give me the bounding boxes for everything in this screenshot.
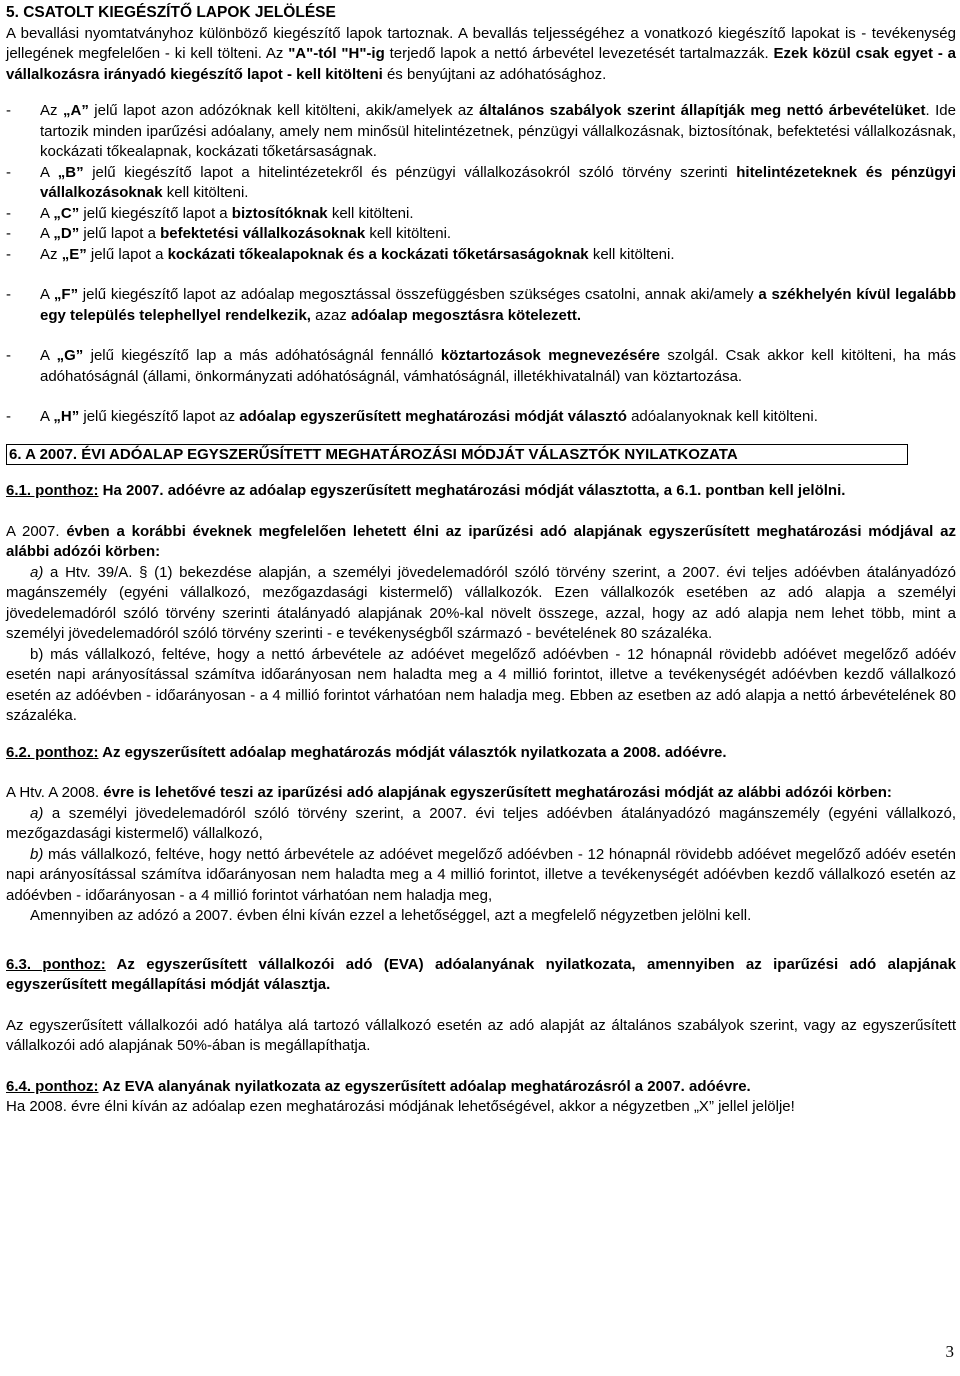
- list-text: a Htv. 39/A. § (1) bekezdése alapján, a személyi jövedelemadóról szóló törvény szerint, a 2007. évi teljes adóévben átalányadózó magánszemély (egyéni vállalkozó, mezőgazdasági kistermelő) vállalkozók. Ezen vállalkozók esetében az adó alapja a személyi jövedelemadóról szóló törvény szerinti átalányadó alapjának 20%-kal növelt összege, azzal, hogy az adó alapja nem lehet több, mint a személyi jövedelemadóról szóló törvény szerinti - e tevékenységből származó - bevételének 80 százaléka.: [6, 563, 956, 642]
- intro-text: és benyújtani az adóhatósághoz.: [382, 65, 607, 83]
- intro-text: A bevallási nyomtatványhoz különböző kiegészítő lapok tartoznak. A bevallás teljességéhez a vonatkozó kiegészítő lapokat is - tevékenység jellegének megfelelően - ki kell tölteni. Az: [6, 24, 956, 62]
- item-text: A: [40, 347, 57, 364]
- point-6-2-a: [6, 804, 956, 845]
- item-sheet-c: [6, 204, 956, 225]
- point-6-3-body: Az egyszerűsített vállalkozói adó hatálya alá tartozó vállalkozó esetén az adó alapját az általános szabályok szerint, vagy az egyszerűsített vállalkozói adó alapjának 50%-ában is megállapíthatja.: [6, 1016, 956, 1054]
- point-6-4-body: Ha 2008. évre élni kíván az adóalap ezen meghatározási módjának lehetőségével, akkor a négyzetben „X” jellel jelölje!: [6, 1098, 795, 1115]
- scope-emphasis: évre is lehetővé teszi az iparűzési adó alapjának egyszerűsített meghatározási módját az alábbi adózói körben:: [103, 784, 892, 801]
- point-6-2-scope: [6, 783, 956, 804]
- item-text: A: [40, 286, 54, 303]
- bullet-dash: -: [6, 225, 11, 242]
- item-text: A: [40, 163, 58, 181]
- point-text: Az egyszerűsített adóalap meghatározás módját választók nyilatkozata a 2008. adóévre.: [98, 743, 727, 761]
- section-6-title: 6. A 2007. ÉVI ADÓALAP EGYSZERŰSÍTETT MEGHATÁROZÁSI MÓDJÁT VÁLASZTÓK NYILATKOZATA: [6, 444, 908, 465]
- sheet-letter: „A”: [62, 102, 89, 119]
- bullet-dash: -: [6, 163, 11, 181]
- sheet-letter: „H”: [53, 408, 80, 425]
- sheet-letter: „D”: [53, 225, 80, 242]
- item-text: kell kitölteni.: [162, 184, 249, 201]
- bullet-dash: -: [6, 204, 11, 222]
- list-text: a személyi jövedelemadóról szóló törvény szerint, a 2007. évi teljes adóévben átalányadózó magánszemély (egyéni vállalkozó, mezőgazdasági kistermelő) vállalkozó,: [6, 804, 956, 842]
- sheet-letter: „E”: [61, 245, 87, 263]
- point-text: Az egyszerűsített vállalkozói adó (EVA) adóalanyának nyilatkozata, amennyiben az iparűzési adó alapjának egyszerűsített megállapítási módját választja.: [6, 955, 956, 993]
- item-text: jelű kiegészítő lapot az adóalap megosztással összefüggésben szükséges csatolni, annak aki/amely: [78, 286, 759, 303]
- sheet-letter: „C”: [53, 204, 80, 222]
- point-ref: 6.3. ponthoz:: [6, 955, 106, 973]
- item-text: Az: [40, 245, 62, 263]
- list-text: más vállalkozó, feltéve, hogy nettó árbevétele az adóévet megelőző adóévben - 12 hónapnál rövidebb adóévet megelőző adóév esetén napi arányosítással számítva időarányosan nem haladta meg a 4 millió forintot, illetve a tevékenységét adóévben kezdő vállalkozó esetén az adóévben - időarányosan - a 4 millió forintot várhatóan nem haladja meg,: [6, 845, 956, 904]
- intro-emphasis: Ezek közül csak egyet - a vállalkozásra irányadó kiegészítő lapot - kell kitölteni: [6, 45, 956, 83]
- item-text: jelű lapot a: [79, 225, 161, 242]
- item-sheet-e: [6, 245, 956, 266]
- item-text: Az: [40, 102, 63, 119]
- item-text: kell kitölteni.: [327, 204, 414, 222]
- bullet-dash: -: [6, 245, 11, 263]
- item-text: jelű kiegészítő lapot a hitelintézetekről és pénzügyi vállalkozásokról szóló törvény szerinti: [83, 163, 737, 181]
- list-label: a): [30, 563, 44, 581]
- item-text: A: [40, 225, 54, 242]
- item-text: azaz: [310, 306, 351, 324]
- item-text: szolgál. Csak akkor kell kitölteni, ha más adóhatóságnál (állami, önkormányzati adóhatóságnál, vámhatóságnál, illetékhivatalnál) van köztartozása.: [40, 347, 956, 385]
- bullet-dash: -: [6, 408, 11, 425]
- section-5-intro: [6, 24, 956, 86]
- item-text: A: [40, 204, 54, 222]
- point-6-4-heading: [6, 1077, 956, 1098]
- item-sheet-b: [6, 163, 956, 204]
- item-sheet-g: [6, 346, 956, 387]
- point-6-2-heading: [6, 743, 956, 764]
- intro-text: terjedő lapok a nettó árbevétel levezetését tartalmazzák.: [384, 45, 774, 62]
- list-label: b): [30, 845, 44, 863]
- item-text: jelű lapot azon adózóknak kell kitölteni, akik/amelyek az: [88, 102, 480, 119]
- bullet-dash: -: [6, 102, 11, 119]
- item-emphasis: adóalap megosztásra kötelezett.: [350, 306, 582, 324]
- intro-range: "A"-tól "H"-ig: [288, 45, 385, 62]
- document-page: [6, 3, 956, 1118]
- sheet-letter: „F”: [53, 286, 79, 303]
- item-sheet-d: [6, 224, 956, 245]
- scope-emphasis: évben a korábbi éveknek megfelelően lehetett élni az iparűzési adó alapjának egyszerűsített meghatározási módjával az alábbi adózói körben:: [6, 522, 956, 560]
- item-text: kell kitölteni.: [365, 225, 452, 242]
- item-emphasis: kockázati tőkealapoknak és a kockázati tőketársaságoknak: [167, 245, 589, 263]
- scope-text: A Htv. A 2008.: [6, 784, 104, 801]
- item-text: adóalanyoknak kell kitölteni.: [626, 408, 818, 425]
- item-text: A: [40, 408, 54, 425]
- point-6-2-close: [6, 906, 956, 927]
- list-label: a): [30, 804, 44, 822]
- point-text: Ha 2007. adóévre az adóalap egyszerűsített meghatározási módját választotta, a 6.1. pontban kell jelölni.: [98, 482, 846, 499]
- item-text: jelű lapot a: [86, 245, 168, 263]
- point-ref: 6.2. ponthoz:: [6, 743, 99, 761]
- item-sheet-a: [6, 101, 956, 163]
- point-6-3-heading: [6, 955, 956, 996]
- point-6-2-b: [6, 845, 956, 907]
- page-number: 3: [945, 1342, 954, 1361]
- item-sheet-f: [6, 285, 956, 326]
- point-ref: 6.1. ponthoz:: [6, 482, 99, 499]
- item-emphasis: biztosítóknak: [231, 204, 328, 222]
- item-emphasis: köztartozások megnevezésére: [440, 347, 661, 364]
- point-ref: 6.4. ponthoz:: [6, 1077, 99, 1095]
- section-5-title: 5. CSATOLT KIEGÉSZÍTŐ LAPOK JELÖLÉSE: [6, 4, 336, 21]
- sheet-letter: „G”: [56, 347, 84, 364]
- item-emphasis: a székhelyén kívül legalább egy település telephellyel rendelkezik,: [40, 286, 956, 324]
- item-text: jelű kiegészítő lapot az: [79, 408, 240, 425]
- item-sheet-h: [6, 407, 956, 428]
- point-6-1-a: [6, 563, 956, 645]
- point-text: Az EVA alanyának nyilatkozata az egyszerűsített adóalap meghatározásról a 2007. adóévre.: [98, 1077, 751, 1095]
- item-emphasis: adóalap egyszerűsített meghatározási módját választó: [239, 408, 627, 425]
- item-emphasis: általános szabályok szerint állapítják meg nettó árbevételüket: [479, 102, 926, 119]
- item-text: kell kitölteni.: [588, 245, 675, 263]
- point-6-1-scope: [6, 522, 956, 563]
- scope-text: A 2007.: [6, 522, 67, 540]
- list-text: b) más vállalkozó, feltéve, hogy a nettó árbevétele az adóévet megelőző adóévben - 12 hónapnál rövidebb adóévet megelőző adóév esetén napi arányosítással számítva időarányosan nem haladta meg a 4 millió forintot, illetve a tevékenységét adóévben kezdő vállalkozó esetén az adóévben - időarányosan - a 4 millió forintot várhatóan nem haladja meg. Ebben az esetben az adó alapja a nettó árbevételének 80 százaléka.: [6, 645, 956, 724]
- bullet-dash: -: [6, 347, 11, 364]
- sheet-letter: „B”: [57, 163, 84, 181]
- bullet-dash: -: [6, 286, 11, 303]
- list-text: Amennyiben az adózó a 2007. évben élni kíván ezzel a lehetőséggel, azt a megfelelő négyzetben jelölni kell.: [30, 907, 752, 924]
- point-6-1-b: [6, 645, 956, 727]
- item-emphasis: befektetési vállalkozásoknak: [160, 225, 366, 242]
- point-6-1-heading: [6, 481, 956, 502]
- item-text: jelű kiegészítő lap a más adóhatóságnál fennálló: [83, 347, 441, 364]
- item-text: . Ide tartozik minden iparűzési adóalany, amely nem minősül hitelintézetnek, pénzügyi vállalkozásnak, biztosítónak, befektetési vállalkozásnak, kockázati tőkealapnak, kockázati tőketársaságnak.: [40, 102, 956, 160]
- item-emphasis: hitelintézeteknek és pénzügyi vállalkozásoknak: [40, 163, 956, 201]
- item-text: jelű kiegészítő lapot a: [79, 204, 232, 222]
